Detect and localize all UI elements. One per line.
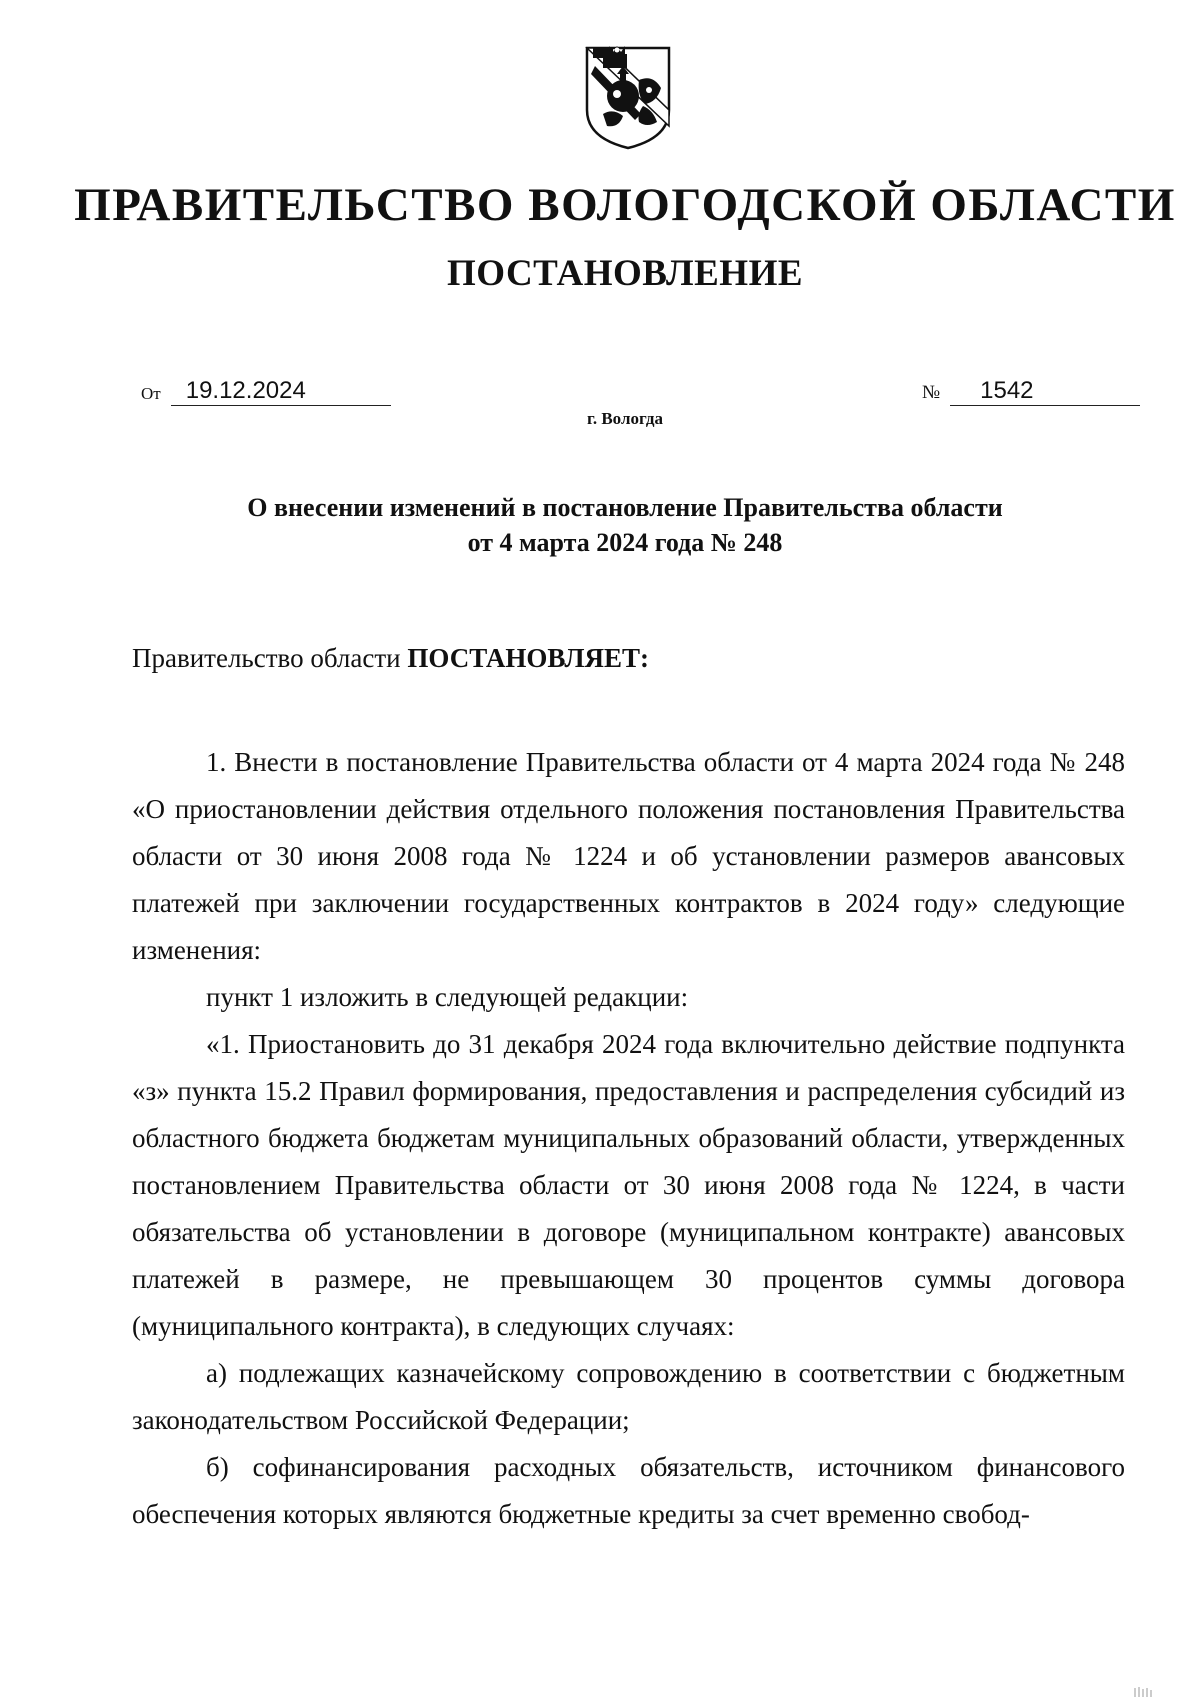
subject-line-1: О внесении изменений в постановление Правительства области <box>247 493 1003 522</box>
paragraph-3: «1. Приостановить до 31 декабря 2024 года включительно действие подпункта «з» пункта 15.2 Правил формирования, предоставления и распределения субсидий из областного бюджета бюджетам муниципальных образований области, утвержденных постановлением Правительства области от 30 июня 2008 года № 1224, в части обязательства об установлении в договоре (муниципальном контракте) авансовых платежей в размере, не превышающем 30 процентов суммы договора (муниципального контракта), в следующих случаях: <box>132 1029 1125 1341</box>
date-prefix: От <box>141 384 161 403</box>
paragraph-2: пункт 1 изложить в следующей редакции: <box>206 982 689 1012</box>
paragraph-4: а) подлежащих казначейскому сопровождению в соответствии с бюджетным законодательством Российской Федерации; <box>132 1358 1125 1435</box>
document-number <box>922 377 1140 406</box>
vologda-coat-of-arms-icon <box>583 44 673 150</box>
number-value: 1542 <box>950 377 1140 406</box>
document-type: ПОСТАНОВЛЕНИЕ <box>446 253 804 294</box>
document-date <box>141 377 391 406</box>
date-value: 19.12.2024 <box>171 377 391 406</box>
scan-mark-icon <box>1132 1684 1156 1697</box>
organization-title: ПРАВИТЕЛЬСТВО ВОЛОГОДСКОЙ ОБЛАСТИ <box>74 179 1176 231</box>
paragraph-1: 1. Внести в постановление Правительства области от 4 марта 2024 года № 248 «О приостановлении действия отдельного положения постановления Правительства области от 30 июня 2008 года № 1224 и об установлении размеров авансовых платежей при заключении государственных контрактов в 2024 году» следующие изменения: <box>132 747 1125 965</box>
number-prefix: № <box>922 382 941 403</box>
document-subject <box>0 490 1200 560</box>
subject-line-2: от 4 марта 2024 года № 248 <box>467 528 783 557</box>
preamble-action: ПОСТАНОВЛЯЕТ: <box>407 643 649 673</box>
paragraph-5: б) софинансирования расходных обязательств, источником финансового обеспечения которых являются бюджетные кредиты за счет временно свобод- <box>132 1452 1125 1529</box>
body-text <box>132 739 1125 1538</box>
preamble-lead: Правительство области <box>132 643 408 673</box>
preamble <box>132 643 649 674</box>
city: г. Вологда <box>587 409 663 428</box>
